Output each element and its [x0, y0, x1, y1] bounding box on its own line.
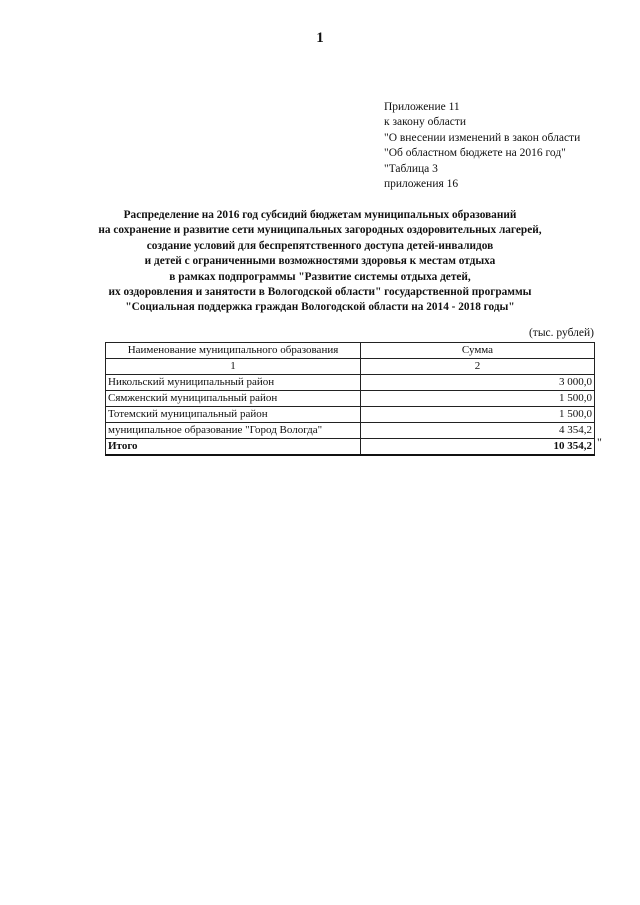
appendix-line: "О внесении изменений в закон области — [384, 131, 581, 144]
total-label: Итого — [106, 439, 361, 456]
row-sum: 1 500,0 — [361, 391, 595, 407]
title-line: в рамках подпрограммы "Развитие системы отдыха детей, — [169, 270, 471, 283]
title-line: Распределение на 2016 год субсидий бюджетам муниципальных образований — [123, 209, 517, 221]
column-number-2: 2 — [361, 359, 595, 375]
row-name: Сямженский муниципальный район — [106, 391, 361, 407]
row-name: Тотемский муниципальный район — [106, 407, 361, 423]
table-total-row — [106, 439, 595, 456]
table-row — [106, 423, 595, 439]
appendix-header — [384, 100, 624, 192]
appendix-line: к закону области — [384, 116, 467, 129]
title-line: их оздоровления и занятости в Вологодской области" государственной программы — [108, 286, 532, 299]
appendix-line: приложения 16 — [384, 178, 459, 191]
header-name: Наименование муниципального образования — [106, 343, 361, 359]
title-line: и детей с ограниченными возможностями здоровья к местам отдыха — [144, 255, 496, 268]
row-name: муниципальное образование "Город Вологда" — [106, 423, 361, 439]
table-row — [106, 375, 595, 391]
title-line: создание условий для беспрепятственного доступа детей-инвалидов — [146, 239, 494, 252]
closing-quote: " — [597, 435, 602, 449]
subsidy-table — [105, 342, 595, 456]
title-line: "Социальная поддержка граждан Вологодской области на 2014 - 2018 годы" — [125, 301, 515, 314]
page-number: 1 — [316, 30, 324, 46]
table-row — [106, 391, 595, 407]
total-sum: 10 354,2 — [361, 439, 595, 456]
appendix-line: "Об областном бюджете на 2016 год" — [384, 147, 566, 160]
row-name: Никольский муниципальный район — [106, 375, 361, 391]
units-label: (тыс. рублей) — [528, 327, 594, 339]
document-title — [70, 208, 570, 316]
header-sum: Сумма — [361, 343, 595, 359]
row-sum: 4 354,2 — [361, 423, 595, 439]
table-header-row — [106, 343, 595, 359]
table-row — [106, 407, 595, 423]
appendix-line: Приложение 11 — [384, 101, 460, 113]
title-line: на сохранение и развитие сети муниципальных загородных оздоровительных лагерей, — [98, 224, 542, 237]
row-sum: 1 500,0 — [361, 407, 595, 423]
table-column-numbers-row — [106, 359, 595, 375]
row-sum: 3 000,0 — [361, 375, 595, 391]
column-number-1: 1 — [106, 359, 361, 375]
appendix-line: "Таблица 3 — [384, 162, 438, 175]
